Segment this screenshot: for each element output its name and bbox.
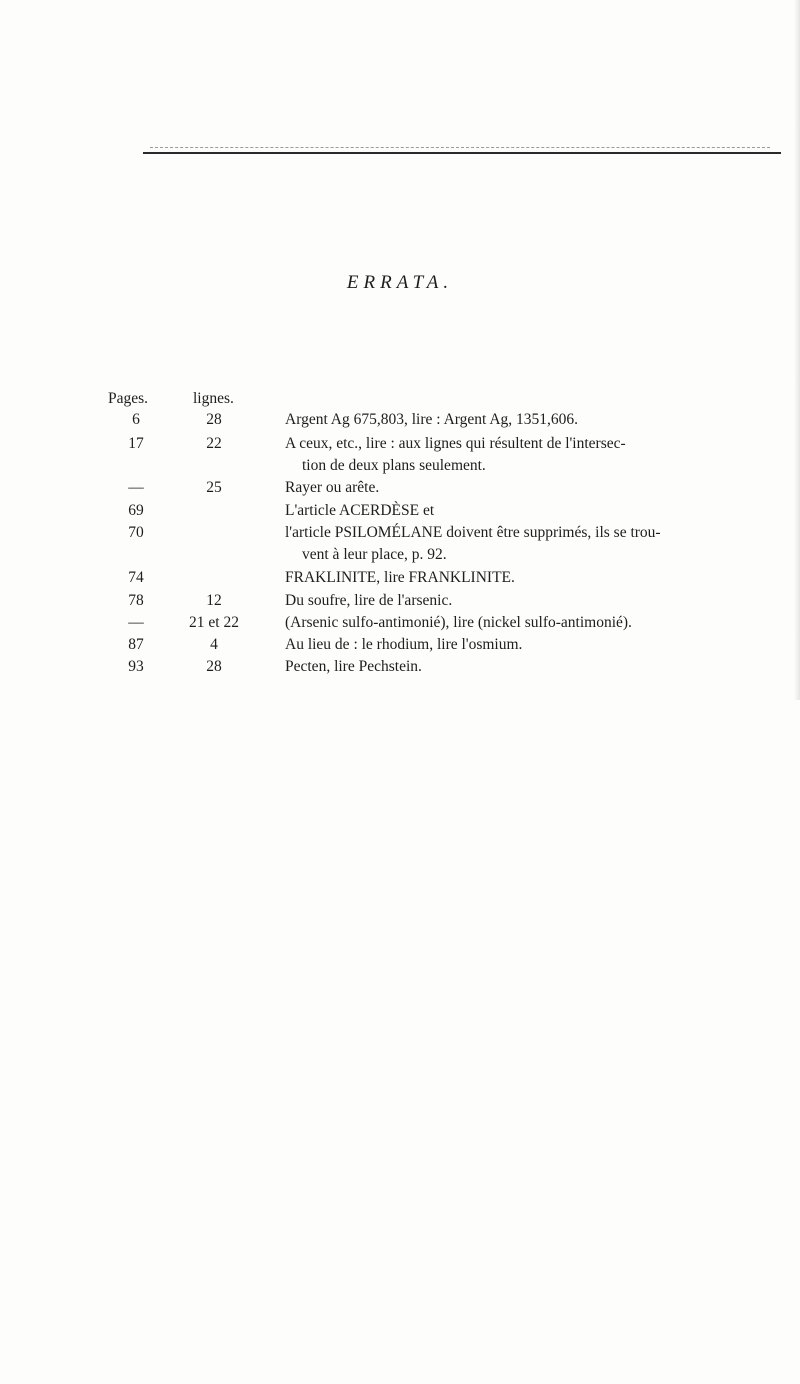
correction-continuation: tion de deux plans seulement. [302, 457, 486, 474]
page-number: — [128, 614, 144, 631]
page-number: 93 [128, 658, 144, 675]
page-number: 70 [128, 524, 144, 541]
header-lines: lignes. [193, 390, 234, 407]
top-rule [143, 152, 781, 154]
correction-text: Argent Ag 675,803, lire : Argent Ag, 1351,606. [285, 411, 579, 428]
correction-text: FRAKLINITE, lire FRANKLINITE. [285, 569, 515, 586]
errata-row [0, 612, 800, 634]
errata-row [0, 500, 800, 522]
line-number: 28 [206, 658, 222, 675]
errata-row [0, 567, 800, 589]
errata-title: ERRATA. [346, 272, 454, 293]
errata-row [0, 409, 800, 431]
errata-row [0, 590, 800, 612]
page-number: 87 [128, 636, 144, 653]
page-number: 6 [132, 411, 140, 428]
page-number: 69 [128, 502, 144, 519]
page-number: 78 [128, 592, 144, 609]
correction-text: Du soufre, lire de l'arsenic. [285, 592, 453, 609]
correction-text: Rayer ou arête. [285, 479, 380, 496]
correction-text: Pecten, lire Pechstein. [285, 658, 422, 675]
line-number: 4 [210, 636, 218, 653]
errata-row [0, 656, 800, 678]
correction-text: (Arsenic sulfo-antimonié), lire (nickel sulfo-antimonié). [285, 614, 632, 631]
errata-row-continuation [0, 544, 800, 566]
line-number: 21 et 22 [189, 614, 239, 631]
line-number: 12 [206, 592, 222, 609]
line-number: 28 [206, 411, 222, 428]
errata-row-continuation [0, 455, 800, 477]
errata-row [0, 522, 800, 544]
correction-text: Au lieu de : le rhodium, lire l'osmium. [285, 636, 523, 653]
errata-row [0, 634, 800, 656]
line-number: 22 [206, 435, 222, 452]
correction-text: L'article ACERDÈSE et [285, 502, 435, 519]
errata-row [0, 477, 800, 499]
top-rule-faint [150, 147, 770, 148]
page-number: 17 [128, 435, 144, 452]
header-pages: Pages. [108, 390, 149, 407]
correction-text: A ceux, etc., lire : aux lignes qui résultent de l'intersec- [285, 435, 626, 452]
page-number: 74 [128, 569, 144, 586]
errata-row [0, 433, 800, 455]
correction-text: l'article PSILOMÉLANE doivent être supprimés, ils se trou- [285, 524, 661, 541]
line-number: 25 [206, 479, 222, 496]
table-header [0, 388, 800, 410]
correction-continuation: vent à leur place, p. 92. [302, 546, 447, 563]
page-number: — [128, 479, 144, 496]
